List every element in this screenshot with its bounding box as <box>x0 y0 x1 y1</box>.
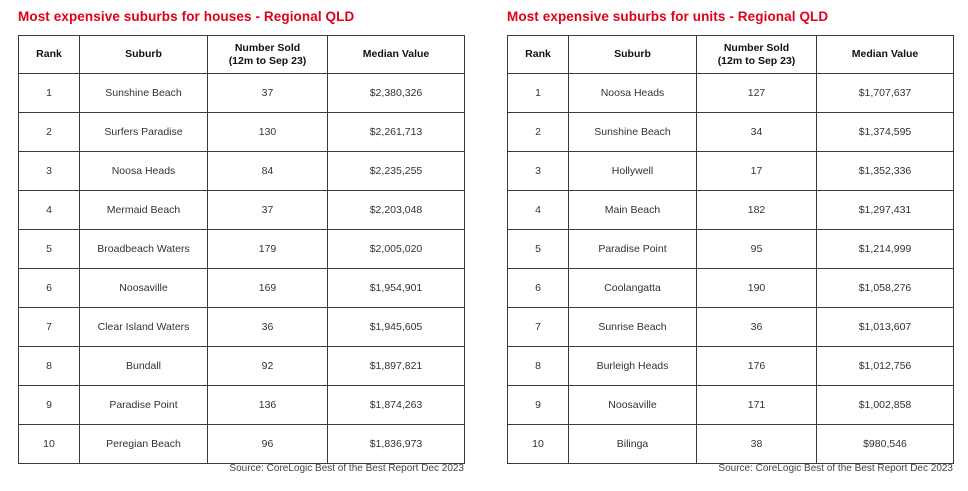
number-sold-cell: 96 <box>208 425 328 464</box>
table-header-row <box>508 36 954 74</box>
rank-cell: 9 <box>508 386 569 425</box>
table-row <box>19 269 465 308</box>
units-source-note: Source: CoreLogic Best of the Best Report Dec 2023 <box>718 463 953 474</box>
number-sold-cell: 34 <box>697 113 817 152</box>
median-value-cell: $1,297,431 <box>817 191 954 230</box>
rank-cell: 3 <box>508 152 569 191</box>
median-value-cell: $2,261,713 <box>328 113 465 152</box>
rank-cell: 1 <box>508 74 569 113</box>
suburb-cell: Noosaville <box>80 269 208 308</box>
rank-cell: 10 <box>19 425 80 464</box>
table-row <box>19 386 465 425</box>
table-row <box>508 347 954 386</box>
number-sold-cell: 37 <box>208 74 328 113</box>
number-sold-header-line2: (12m to Sep 23) <box>717 54 796 67</box>
table-row <box>508 230 954 269</box>
number-sold-cell: 169 <box>208 269 328 308</box>
median-value-cell: $2,005,020 <box>328 230 465 269</box>
table-row <box>508 113 954 152</box>
suburb-cell: Sunshine Beach <box>569 113 697 152</box>
median-value-cell: $2,203,048 <box>328 191 465 230</box>
table-row <box>508 152 954 191</box>
houses-title: Most expensive suburbs for houses - Regional QLD <box>18 9 355 24</box>
median-value-cell: $1,352,336 <box>817 152 954 191</box>
suburb-cell: Paradise Point <box>569 230 697 269</box>
rank-cell: 6 <box>19 269 80 308</box>
rank-cell: 5 <box>508 230 569 269</box>
rank-header: Rank <box>19 36 80 74</box>
suburb-cell: Paradise Point <box>80 386 208 425</box>
rank-cell: 4 <box>508 191 569 230</box>
number-sold-cell: 36 <box>697 308 817 347</box>
number-sold-cell: 17 <box>697 152 817 191</box>
rank-cell: 8 <box>508 347 569 386</box>
units-table <box>507 35 954 464</box>
table-row <box>19 191 465 230</box>
rank-cell: 6 <box>508 269 569 308</box>
number-sold-cell: 37 <box>208 191 328 230</box>
suburb-cell: Noosa Heads <box>80 152 208 191</box>
table-row <box>508 191 954 230</box>
rank-cell: 9 <box>19 386 80 425</box>
rank-cell: 3 <box>19 152 80 191</box>
median-value-cell: $1,214,999 <box>817 230 954 269</box>
number-sold-cell: 127 <box>697 74 817 113</box>
suburb-cell: Bilinga <box>569 425 697 464</box>
median-value-cell: $1,897,821 <box>328 347 465 386</box>
table-row <box>508 386 954 425</box>
rank-cell: 1 <box>19 74 80 113</box>
number-sold-cell: 182 <box>697 191 817 230</box>
median-value-cell: $980,546 <box>817 425 954 464</box>
houses-source-note: Source: CoreLogic Best of the Best Report Dec 2023 <box>229 463 464 474</box>
suburb-cell: Bundall <box>80 347 208 386</box>
houses-table <box>18 35 465 464</box>
number-sold-header <box>208 36 328 74</box>
median-value-cell: $1,058,276 <box>817 269 954 308</box>
suburb-cell: Main Beach <box>569 191 697 230</box>
median-value-cell: $1,945,605 <box>328 308 465 347</box>
median-value-cell: $1,013,607 <box>817 308 954 347</box>
median-value-cell: $1,707,637 <box>817 74 954 113</box>
rank-cell: 4 <box>19 191 80 230</box>
suburb-cell: Broadbeach Waters <box>80 230 208 269</box>
suburb-cell: Sunrise Beach <box>569 308 697 347</box>
rank-cell: 10 <box>508 425 569 464</box>
number-sold-cell: 92 <box>208 347 328 386</box>
rank-cell: 7 <box>19 308 80 347</box>
table-row <box>508 425 954 464</box>
table-row <box>19 113 465 152</box>
median-value-cell: $1,002,858 <box>817 386 954 425</box>
rank-cell: 5 <box>19 230 80 269</box>
suburb-header: Suburb <box>569 36 697 74</box>
suburb-cell: Noosa Heads <box>569 74 697 113</box>
units-title: Most expensive suburbs for units - Regional QLD <box>507 9 829 24</box>
table-row <box>19 74 465 113</box>
number-sold-cell: 95 <box>697 230 817 269</box>
number-sold-cell: 176 <box>697 347 817 386</box>
suburb-cell: Surfers Paradise <box>80 113 208 152</box>
suburb-cell: Mermaid Beach <box>80 191 208 230</box>
suburb-cell: Peregian Beach <box>80 425 208 464</box>
suburb-cell: Noosaville <box>569 386 697 425</box>
rank-header: Rank <box>508 36 569 74</box>
median-value-cell: $1,012,756 <box>817 347 954 386</box>
number-sold-cell: 171 <box>697 386 817 425</box>
table-row <box>508 269 954 308</box>
table-row <box>19 308 465 347</box>
number-sold-header <box>697 36 817 74</box>
median-value-cell: $1,954,901 <box>328 269 465 308</box>
suburb-cell: Clear Island Waters <box>80 308 208 347</box>
median-value-cell: $2,235,255 <box>328 152 465 191</box>
suburb-cell: Sunshine Beach <box>80 74 208 113</box>
suburb-header: Suburb <box>80 36 208 74</box>
number-sold-cell: 84 <box>208 152 328 191</box>
number-sold-cell: 36 <box>208 308 328 347</box>
number-sold-header-line2: (12m to Sep 23) <box>228 54 307 67</box>
table-row <box>508 308 954 347</box>
median-value-cell: $1,874,263 <box>328 386 465 425</box>
suburb-cell: Hollywell <box>569 152 697 191</box>
number-sold-cell: 190 <box>697 269 817 308</box>
table-header-row <box>19 36 465 74</box>
number-sold-header-line1: Number Sold <box>723 41 790 54</box>
table-row <box>19 425 465 464</box>
median-value-cell: $1,836,973 <box>328 425 465 464</box>
number-sold-cell: 130 <box>208 113 328 152</box>
table-row <box>19 347 465 386</box>
suburb-cell: Burleigh Heads <box>569 347 697 386</box>
number-sold-header-line1: Number Sold <box>234 41 301 54</box>
table-row <box>508 74 954 113</box>
rank-cell: 2 <box>508 113 569 152</box>
rank-cell: 7 <box>508 308 569 347</box>
median-value-header: Median Value <box>328 36 465 74</box>
median-value-header: Median Value <box>817 36 954 74</box>
number-sold-cell: 38 <box>697 425 817 464</box>
number-sold-cell: 136 <box>208 386 328 425</box>
median-value-cell: $1,374,595 <box>817 113 954 152</box>
rank-cell: 8 <box>19 347 80 386</box>
rank-cell: 2 <box>19 113 80 152</box>
number-sold-cell: 179 <box>208 230 328 269</box>
table-row <box>19 230 465 269</box>
median-value-cell: $2,380,326 <box>328 74 465 113</box>
suburb-cell: Coolangatta <box>569 269 697 308</box>
table-row <box>19 152 465 191</box>
